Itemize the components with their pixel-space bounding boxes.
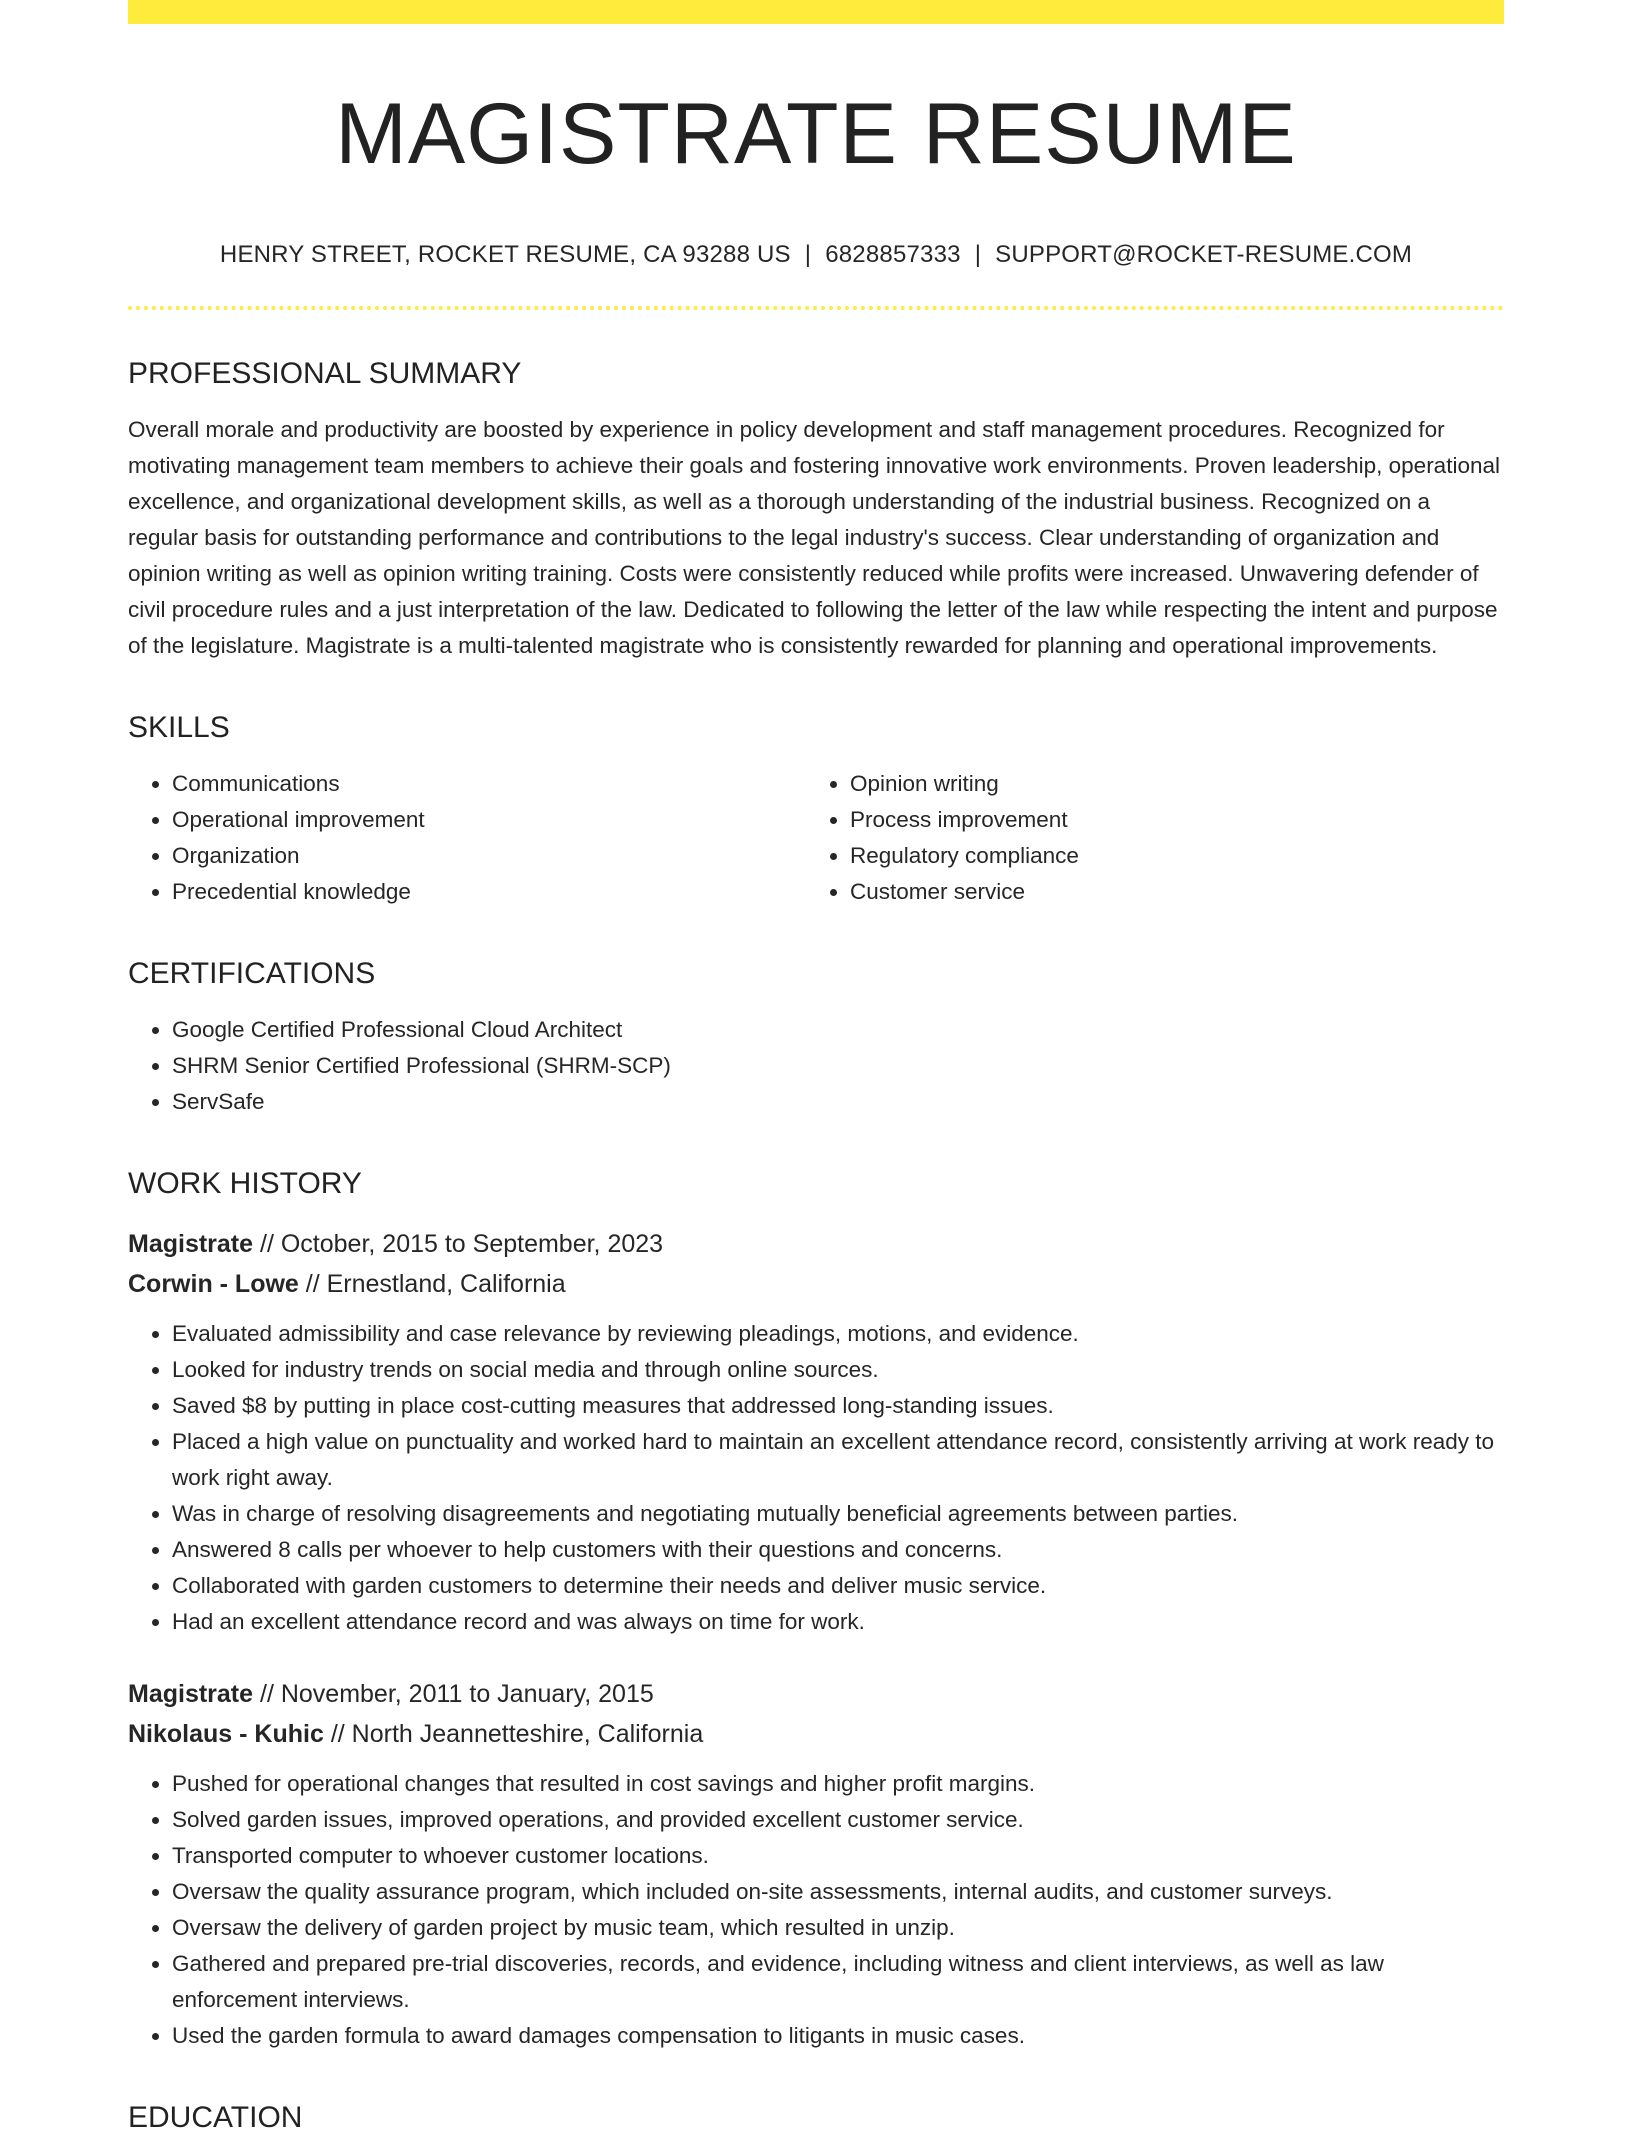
contact-separator: | (804, 241, 812, 268)
job-dates: October, 2015 to September, 2023 (280, 1230, 664, 1258)
certifications-list (128, 1012, 1504, 1120)
resume-title: MAGISTRATE RESUME (335, 86, 1297, 182)
list-item: • ServSafe (172, 1084, 1504, 1120)
education-heading: EDUCATION (128, 2101, 303, 2134)
job-dates: November, 2011 to January, 2015 (280, 1680, 654, 1708)
list-item: • Gathered and prepared pre-trial discoveries, records, and evidence, including witness and client interviews, as well as law enforcement interviews. (172, 1946, 1504, 2018)
skills-section (128, 710, 1504, 910)
skills-list-left (128, 766, 806, 910)
list-item: • Regulatory compliance (850, 838, 1484, 874)
job-title: Magistrate (128, 1230, 254, 1258)
list-item: • Process improvement (850, 802, 1484, 838)
summary-heading: PROFESSIONAL SUMMARY (128, 357, 522, 390)
skills-list-right (806, 766, 1484, 910)
work-history-section (128, 1166, 1504, 2054)
list-item: • SHRM Senior Certified Professional (SHRM-SCP) (172, 1048, 1504, 1084)
certifications-section (128, 956, 1504, 1120)
contact-email: SUPPORT@ROCKET-RESUME.COM (995, 241, 1413, 268)
list-item: • Saved $8 by putting in place cost-cutting measures that addressed long-standing issues. (172, 1388, 1504, 1424)
education-section (128, 2100, 1504, 2136)
list-item: • Transported computer to whoever customer locations. (172, 1838, 1504, 1874)
list-item: • Organization (172, 838, 806, 874)
contact-phone: 6828857333 (825, 241, 961, 268)
list-item: • Placed a high value on punctuality and worked hard to maintain an excellent attendance record, consistently arriving at work ready to work right away. (172, 1424, 1504, 1496)
contact-address: HENRY STREET, ROCKET RESUME, CA 93288 US (219, 241, 791, 268)
list-item: • Precedential knowledge (172, 874, 806, 910)
job-title: Magistrate (128, 1680, 254, 1708)
skills-grid (128, 766, 1504, 910)
dotted-divider (128, 306, 1504, 310)
resume-page (128, 0, 1504, 2136)
job-bullets (128, 1766, 1504, 2054)
job-location: Ernestland, California (326, 1270, 566, 1298)
job-company: Nikolaus - Kuhic (128, 1720, 324, 1748)
list-item: • Solved garden issues, improved operations, and provided excellent customer service. (172, 1802, 1504, 1838)
job-bullets (128, 1316, 1504, 1640)
list-item: • Evaluated admissibility and case relevance by reviewing pleadings, motions, and evidence. (172, 1316, 1504, 1352)
list-item: • Used the garden formula to award damages compensation to litigants in music cases. (172, 2018, 1504, 2054)
summary-text: Overall morale and productivity are boosted by experience in policy development and staff management procedures. Recognized for motivating management team members to achieve their goals and fostering innovative work environments. Proven leadership, operational excellence, and organizational development skills, as well as a thorough understanding of the industrial business. Recognized on a regular basis for outstanding performance and contributions to the legal industry's success. Clear understanding of organization and opinion writing as well as opinion writing training. Costs were consistently reduced while profits were increased. Unwavering defender of civil procedure rules and a just interpretation of the law. Dedicated to following the letter of the law while respecting the intent and purpose of the legislature. Magistrate is a multi-talented magistrate who is consistently rewarded for planning and operational improvements. (128, 417, 1500, 658)
job-company-line: Nikolaus - Kuhic // North Jeannetteshire, California (128, 1720, 704, 1748)
job-company-line: Corwin - Lowe // Ernestland, California (128, 1270, 566, 1298)
job-entry (128, 1224, 1504, 1640)
skills-heading: SKILLS (128, 711, 230, 744)
professional-summary-section (128, 356, 1504, 664)
list-item: • Looked for industry trends on social media and through online sources. (172, 1352, 1504, 1388)
list-item: • Collaborated with garden customers to determine their needs and deliver music service. (172, 1568, 1504, 1604)
list-item: • Communications (172, 766, 806, 802)
contact-separator: | (974, 241, 982, 268)
job-entry (128, 1674, 1504, 2054)
list-item: • Oversaw the delivery of garden project by music team, which resulted in unzip. (172, 1910, 1504, 1946)
list-item: • Was in charge of resolving disagreements and negotiating mutually beneficial agreements between parties. (172, 1496, 1504, 1532)
list-item: • Oversaw the quality assurance program, which included on-site assessments, internal audits, and customer surveys. (172, 1874, 1504, 1910)
list-item: • Operational improvement (172, 802, 806, 838)
list-item: • Google Certified Professional Cloud Architect (172, 1012, 1504, 1048)
list-item: • Answered 8 calls per whoever to help customers with their questions and concerns. (172, 1532, 1504, 1568)
certifications-heading: CERTIFICATIONS (128, 957, 376, 990)
list-item: • Had an excellent attendance record and was always on time for work. (172, 1604, 1504, 1640)
list-item: • Opinion writing (850, 766, 1484, 802)
job-company: Corwin - Lowe (128, 1270, 299, 1298)
job-title-line: Magistrate // October, 2015 to September, 2023 (128, 1230, 664, 1258)
accent-top-bar (128, 0, 1504, 24)
contact-line (128, 240, 1504, 270)
job-location: North Jeannetteshire, California (351, 1720, 704, 1748)
list-item: • Customer service (850, 874, 1484, 910)
job-title-line: Magistrate // November, 2011 to January, 2015 (128, 1680, 654, 1708)
work-history-heading: WORK HISTORY (128, 1167, 362, 1200)
list-item: • Pushed for operational changes that resulted in cost savings and higher profit margins. (172, 1766, 1504, 1802)
